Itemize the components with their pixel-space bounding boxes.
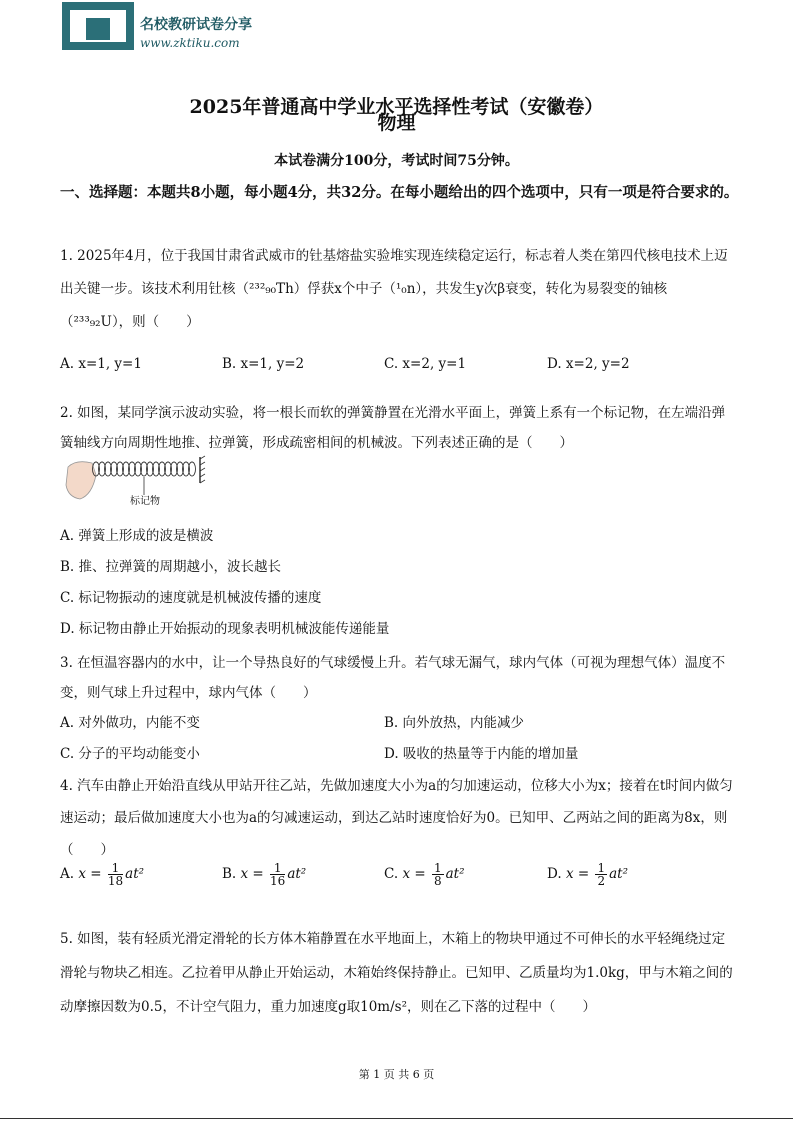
q3-option-c[interactable]: C. 分子的平均动能变小	[60, 746, 200, 762]
logo-mark-icon	[86, 18, 110, 40]
exam-info: 本试卷满分100分，考试时间75分钟。	[274, 153, 519, 169]
marker-label: 标记物	[130, 496, 160, 507]
q1-option-c[interactable]: C. x=2, y=1	[384, 356, 467, 372]
spring-coil	[93, 462, 196, 476]
exam-title: 2025年普通高中学业水平选择性考试（安徽卷）	[189, 96, 604, 118]
q4-option-d[interactable]: D. x = $\frac{1}{2}$ at²	[547, 861, 628, 888]
question-4: 4. 汽车由静止开始沿直线从甲站开往乙站，先做加速度大小为a的匀加速运动，位移大小为x；接着在t时间内做匀速运动；最后做加速度大小也为a的匀减速运动，到达乙站时速度恰好为0。已知甲、乙两站之间的距离为8x，则（ ）	[60, 778, 733, 858]
question-3: 3. 在恒温容器内的水中，让一个导热良好的气球缓慢上升。若气球无漏气，球内气体（可视为理想气体）温度不变，则气球上升过程中，球内气体（ ）	[60, 655, 726, 701]
q3-option-d[interactable]: D. 吸收的热量等于内能的增加量	[384, 746, 579, 762]
q3-option-a[interactable]: A. 对外做功，内能不变	[60, 715, 200, 731]
hand-icon	[66, 462, 96, 499]
q2-option-a[interactable]: A. 弹簧上形成的波是横波	[60, 528, 214, 544]
q3-option-b[interactable]: B. 向外放热，内能减少	[384, 715, 525, 731]
bottom-rule	[0, 1118, 793, 1119]
q4-option-a[interactable]: A. x = $\frac{1}{18}$ at²	[60, 861, 145, 888]
uranium-nuclide: ²³³₉₂U	[73, 314, 112, 330]
question-5: 5. 如图，装有轻质光滑定滑轮的长方体木箱静置在水平地面上，木箱上的物块甲通过不可伸长的水平轻绳绕过定滑轮与物块乙相连。乙拉着甲从静止开始运动，木箱始终保持静止。已知甲、乙质量均为1.0kg，甲与木箱之间的动摩擦因数为0.5，不计空气阻力，重力加速度g取10m/s²，则在乙下落的过程中（ ）	[60, 931, 733, 1015]
q2-option-b[interactable]: B. 推、拉弹簧的周期越小，波长越长	[60, 559, 282, 575]
q1-option-d[interactable]: D. x=2, y=2	[547, 356, 630, 372]
q4-option-b[interactable]: B. x = $\frac{1}{16}$ at²	[222, 861, 307, 888]
q1-option-a[interactable]: A. x=1, y=1	[60, 356, 142, 372]
brand-name: 名校教研试卷分享	[140, 17, 252, 33]
page-footer: 第 1 页 共 6 页	[358, 1068, 435, 1081]
question-2: 2. 如图，某同学演示波动实验，将一根长而软的弹簧静置在光滑水平面上，弹簧上系有一个标记物，在左端沿弹簧轴线方向周期性地推、拉弹簧，形成疏密相间的机械波。下列表述正确的是（ ）	[60, 405, 726, 451]
thorium-nuclide: ²³²₉₀Th	[249, 281, 294, 297]
q4-option-c[interactable]: C. x = $\frac{1}{8}$ at²	[384, 861, 465, 888]
section-heading: 一、选择题：本题共8小题，每小题4分，共32分。在每小题给出的四个选项中，只有一项是符合要求的。	[60, 184, 739, 201]
q2-option-d[interactable]: D. 标记物由静止开始振动的现象表明机械波能传递能量	[60, 621, 390, 637]
question-1: 1. 2025年4月，位于我国甘肃省武威市的钍基熔盐实验堆实现连续稳定运行，标志着人类在第四代核电技术上迈出关键一步。该技术利用钍核（²³²₉₀Th）俘获x个中子（¹₀n），共发生y次β衰变，转化为易裂变的铀核（²³³₉₂U），则（ ）	[60, 248, 728, 330]
q1-option-b[interactable]: B. x=1, y=2	[222, 356, 305, 372]
neutron-nuclide: ¹₀n	[395, 281, 416, 297]
exam-subject: 物理	[377, 112, 416, 134]
q2-option-c[interactable]: C. 标记物振动的速度就是机械波传播的速度	[60, 590, 322, 606]
brand-url[interactable]: www.zktiku.com	[140, 36, 240, 50]
